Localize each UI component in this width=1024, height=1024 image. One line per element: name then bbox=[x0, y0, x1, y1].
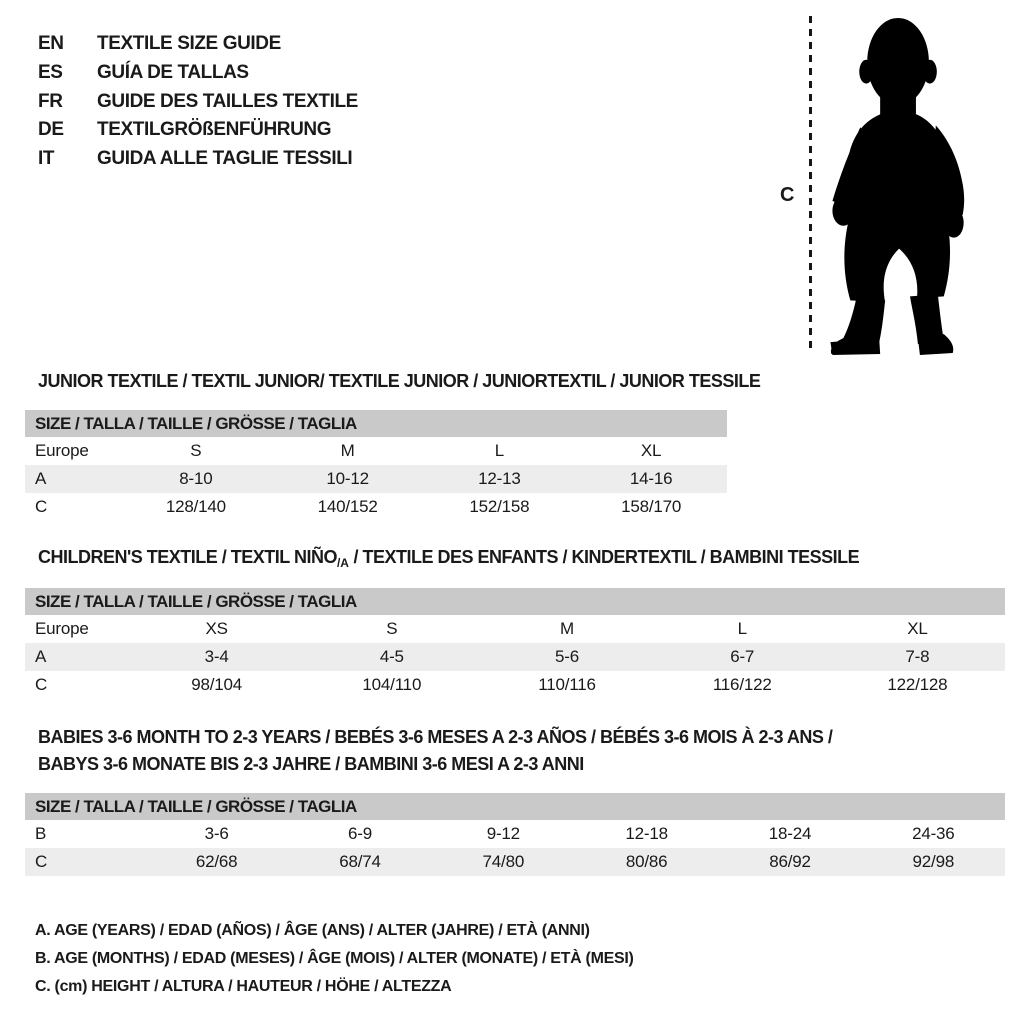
language-label: GUIDE DES TAILLES TEXTILE bbox=[97, 90, 358, 112]
table-row-age-months bbox=[25, 820, 1005, 848]
childrens-size-table bbox=[25, 588, 1005, 699]
language-label: TEXTILE SIZE GUIDE bbox=[97, 33, 281, 55]
footnote-c: C. (cm) HEIGHT / ALTURA / HAUTEUR / HÖHE / ALTEZZA bbox=[35, 978, 452, 995]
height-cell: 86/92 bbox=[769, 852, 811, 871]
row-label: C bbox=[35, 852, 48, 871]
heading-text: / TEXTILE DES ENFANTS / KINDERTEXTIL / BAMBINI TESSILE bbox=[348, 547, 860, 567]
height-figure bbox=[778, 8, 990, 360]
junior-section-heading: JUNIOR TEXTILE / TEXTIL JUNIOR/ TEXTILE JUNIOR / JUNIORTEXTIL / JUNIOR TESSILE bbox=[38, 371, 761, 391]
size-cell: XS bbox=[205, 619, 228, 638]
age-cell: 9-12 bbox=[486, 824, 520, 843]
language-code: EN bbox=[38, 33, 64, 55]
size-cell: L bbox=[737, 619, 747, 638]
toddler-silhouette-icon bbox=[822, 10, 990, 356]
size-cell: L bbox=[494, 441, 504, 460]
language-code: FR bbox=[38, 90, 63, 112]
height-cell: 152/158 bbox=[469, 497, 530, 516]
age-cell: 12-18 bbox=[625, 824, 668, 843]
junior-size-table bbox=[25, 410, 727, 521]
row-label: C bbox=[35, 497, 48, 516]
table-header-bar: SIZE / TALLA / TAILLE / GRÖSSE / TAGLIA bbox=[25, 793, 1005, 820]
height-cell: 140/152 bbox=[317, 497, 378, 516]
age-cell: 7-8 bbox=[905, 647, 930, 666]
age-cell: 5-6 bbox=[555, 647, 579, 666]
row-label: Europe bbox=[35, 441, 89, 460]
size-cell: S bbox=[190, 441, 202, 460]
height-cell: 62/68 bbox=[195, 852, 238, 871]
age-cell: 18-24 bbox=[768, 824, 812, 843]
language-row-en bbox=[38, 30, 358, 59]
height-cell: 80/86 bbox=[625, 852, 668, 871]
table-row-age bbox=[25, 643, 1005, 671]
table-row-height bbox=[25, 671, 1005, 699]
age-cell: 3-4 bbox=[204, 647, 229, 666]
height-cell: 158/170 bbox=[621, 497, 682, 516]
age-cell: 8-10 bbox=[179, 469, 213, 488]
age-cell: 6-9 bbox=[348, 824, 372, 843]
table-header-bar: SIZE / TALLA / TAILLE / GRÖSSE / TAGLIA bbox=[25, 588, 1005, 615]
language-code: DE bbox=[38, 119, 64, 141]
footnote-a: A. AGE (YEARS) / EDAD (AÑOS) / ÂGE (ANS) / ALTER (JAHRE) / ETÀ (ANNI) bbox=[35, 922, 590, 939]
height-cell: 110/116 bbox=[538, 675, 596, 694]
heading-subscript: /A bbox=[336, 556, 349, 570]
childrens-section-heading bbox=[38, 547, 859, 570]
language-row-de bbox=[38, 116, 358, 145]
row-label: C bbox=[35, 675, 48, 694]
age-cell: 14-16 bbox=[629, 469, 673, 488]
size-cell: XL bbox=[907, 619, 928, 638]
table-row-height bbox=[25, 493, 727, 521]
table-header-bar: SIZE / TALLA / TAILLE / GRÖSSE / TAGLIA bbox=[25, 410, 727, 437]
language-row-it bbox=[38, 145, 358, 174]
height-cell: 68/74 bbox=[339, 852, 381, 871]
age-cell: 6-7 bbox=[730, 647, 755, 666]
size-cell: S bbox=[386, 619, 398, 638]
height-dashed-line bbox=[809, 16, 812, 354]
babies-section-heading bbox=[38, 724, 832, 778]
height-cell: 128/140 bbox=[165, 497, 226, 516]
row-label: B bbox=[35, 824, 47, 843]
size-cell: M bbox=[340, 441, 355, 460]
heading-line-1: BABIES 3-6 MONTH TO 2-3 YEARS / BEBÉS 3-6 MESES A 2-3 AÑOS / BÉBÉS 3-6 MOIS À 2-3 ANS / bbox=[38, 727, 833, 747]
size-cell: M bbox=[560, 619, 574, 638]
table-row-age bbox=[25, 465, 727, 493]
language-row-fr bbox=[38, 87, 358, 116]
height-cell: 74/80 bbox=[482, 852, 525, 871]
footnotes bbox=[35, 917, 634, 1001]
language-code: IT bbox=[38, 148, 55, 170]
height-measure-label: C bbox=[780, 184, 795, 206]
row-label: Europe bbox=[35, 619, 89, 638]
language-label: GUÍA DE TALLAS bbox=[97, 62, 249, 84]
footnote-b: B. AGE (MONTHS) / EDAD (MESES) / ÂGE (MOIS) / ALTER (MONATE) / ETÀ (MESI) bbox=[35, 950, 634, 967]
height-cell: 92/98 bbox=[912, 852, 955, 871]
table-row-height bbox=[25, 848, 1005, 876]
age-cell: 10-12 bbox=[326, 469, 369, 488]
heading-text: CHILDREN'S TEXTILE / TEXTIL NIÑO bbox=[38, 547, 337, 567]
table-row-europe bbox=[25, 437, 727, 465]
age-cell: 12-13 bbox=[478, 469, 521, 488]
height-cell: 98/104 bbox=[191, 675, 242, 694]
size-cell: XL bbox=[640, 441, 662, 460]
language-label: TEXTILGRÖßENFÜHRUNG bbox=[97, 119, 332, 141]
row-label: A bbox=[35, 647, 47, 666]
height-cell: 104/110 bbox=[362, 675, 422, 694]
language-code: ES bbox=[38, 62, 63, 84]
language-row-es bbox=[38, 59, 358, 88]
heading-line-2: BABYS 3-6 MONATE BIS 2-3 JAHRE / BAMBINI 3-6 MESI A 2-3 ANNI bbox=[38, 754, 584, 774]
age-cell: 24-36 bbox=[912, 824, 955, 843]
babies-size-table bbox=[25, 793, 1005, 876]
age-cell: 4-5 bbox=[379, 647, 404, 666]
row-label: A bbox=[35, 469, 47, 488]
age-cell: 3-6 bbox=[204, 824, 229, 843]
language-label: GUIDA ALLE TAGLIE TESSILI bbox=[97, 148, 353, 170]
height-cell: 116/122 bbox=[712, 675, 772, 694]
table-row-europe bbox=[25, 615, 1005, 643]
language-list bbox=[38, 30, 358, 173]
height-cell: 122/128 bbox=[887, 675, 948, 694]
